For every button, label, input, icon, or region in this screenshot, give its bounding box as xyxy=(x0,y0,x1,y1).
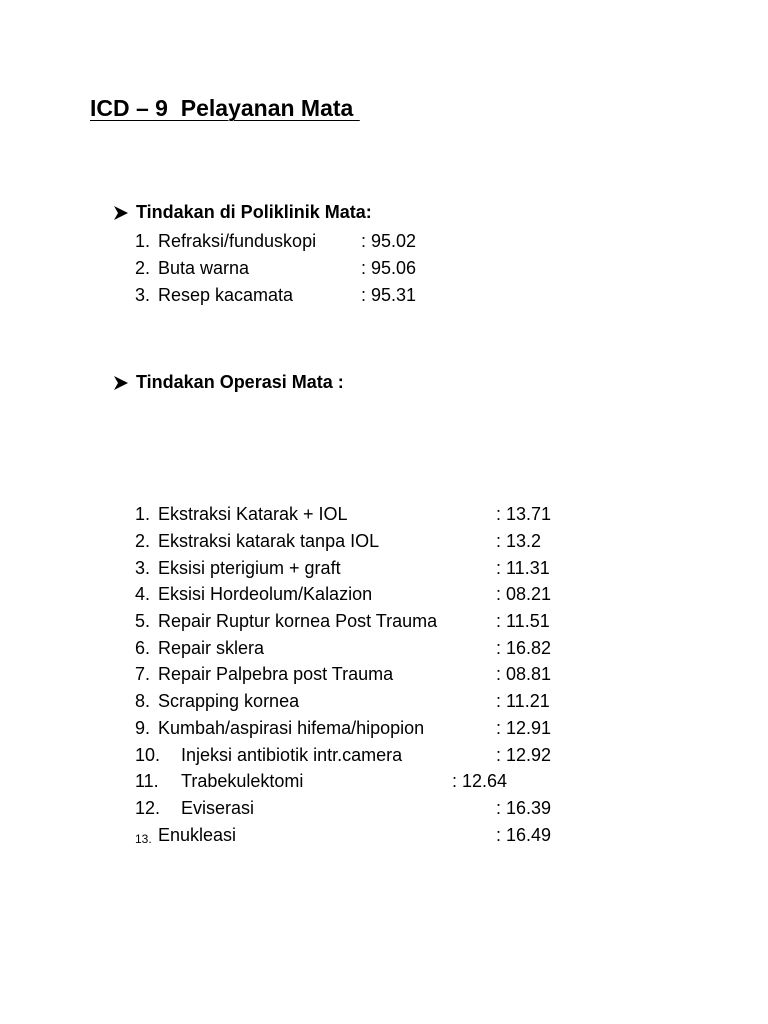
item-code: : 95.06 xyxy=(361,258,417,278)
item-number: 3. xyxy=(135,285,151,305)
item-code: : 11.21 xyxy=(496,691,550,711)
item-number: 7. xyxy=(135,664,151,684)
item-code: : 16.82 xyxy=(496,638,552,658)
section-heading-operasi xyxy=(112,372,344,393)
item-code: : 12.91 xyxy=(496,718,552,738)
item-number: 5. xyxy=(135,611,151,631)
item-code: : 08.81 xyxy=(496,664,552,684)
item-number: 1. xyxy=(135,504,151,524)
item-code: : 95.02 xyxy=(361,231,417,251)
section-heading-label: Tindakan di Poliklinik Mata: xyxy=(136,202,372,222)
item-label: Injeksi antibiotik intr.camera xyxy=(181,745,403,765)
item-code: : 12.92 xyxy=(496,745,552,765)
item-code: : 12.64 xyxy=(452,771,508,791)
item-label: Ekstraksi Katarak + IOL xyxy=(158,504,348,524)
item-number: 12. xyxy=(135,798,161,818)
item-number: 1. xyxy=(135,231,151,251)
item-label: Eksisi Hordeolum/Kalazion xyxy=(158,584,373,604)
item-label: Eviserasi xyxy=(181,798,255,818)
item-number: 3. xyxy=(135,558,151,578)
item-code: : 16.39 xyxy=(496,798,552,818)
item-label: Refraksi/funduskopi xyxy=(158,231,317,251)
item-label: Ekstraksi katarak tanpa IOL xyxy=(158,531,380,551)
item-number: 11. xyxy=(135,771,159,791)
item-number: 13. xyxy=(135,832,152,846)
item-label: Trabekulektomi xyxy=(181,771,304,791)
item-code: : 13.2 xyxy=(496,531,542,551)
item-code: : 08.21 xyxy=(496,584,552,604)
item-label: Eksisi pterigium + graft xyxy=(158,558,341,578)
item-number: 6. xyxy=(135,638,151,658)
arrow-right-icon xyxy=(112,374,130,392)
item-code: : 11.31 xyxy=(496,558,550,578)
item-label: Buta warna xyxy=(158,258,250,278)
item-number: 10. xyxy=(135,745,161,765)
item-code: : 16.49 xyxy=(496,825,552,845)
item-label: Scrapping kornea xyxy=(158,691,300,711)
item-code: : 95.31 xyxy=(361,285,417,305)
item-number: 9. xyxy=(135,718,151,738)
item-number: 2. xyxy=(135,258,151,278)
item-number: 8. xyxy=(135,691,151,711)
item-label: Kumbah/aspirasi hifema/hipopion xyxy=(158,718,425,738)
item-label: Enukleasi xyxy=(158,825,237,845)
item-label: Repair sklera xyxy=(158,638,265,658)
item-number: 4. xyxy=(135,584,151,604)
arrow-right-icon xyxy=(112,204,130,222)
item-label: Resep kacamata xyxy=(158,285,294,305)
page-title: ICD – 9 Pelayanan Mata xyxy=(90,95,360,121)
section-heading-poliklinik xyxy=(112,202,372,223)
item-label: Repair Palpebra post Trauma xyxy=(158,664,394,684)
item-code: : 13.71 xyxy=(496,504,552,524)
item-number: 2. xyxy=(135,531,151,551)
item-code: : 11.51 xyxy=(496,611,550,631)
item-label: Repair Ruptur kornea Post Trauma xyxy=(158,611,438,631)
section-heading-label: Tindakan Operasi Mata : xyxy=(136,372,344,392)
